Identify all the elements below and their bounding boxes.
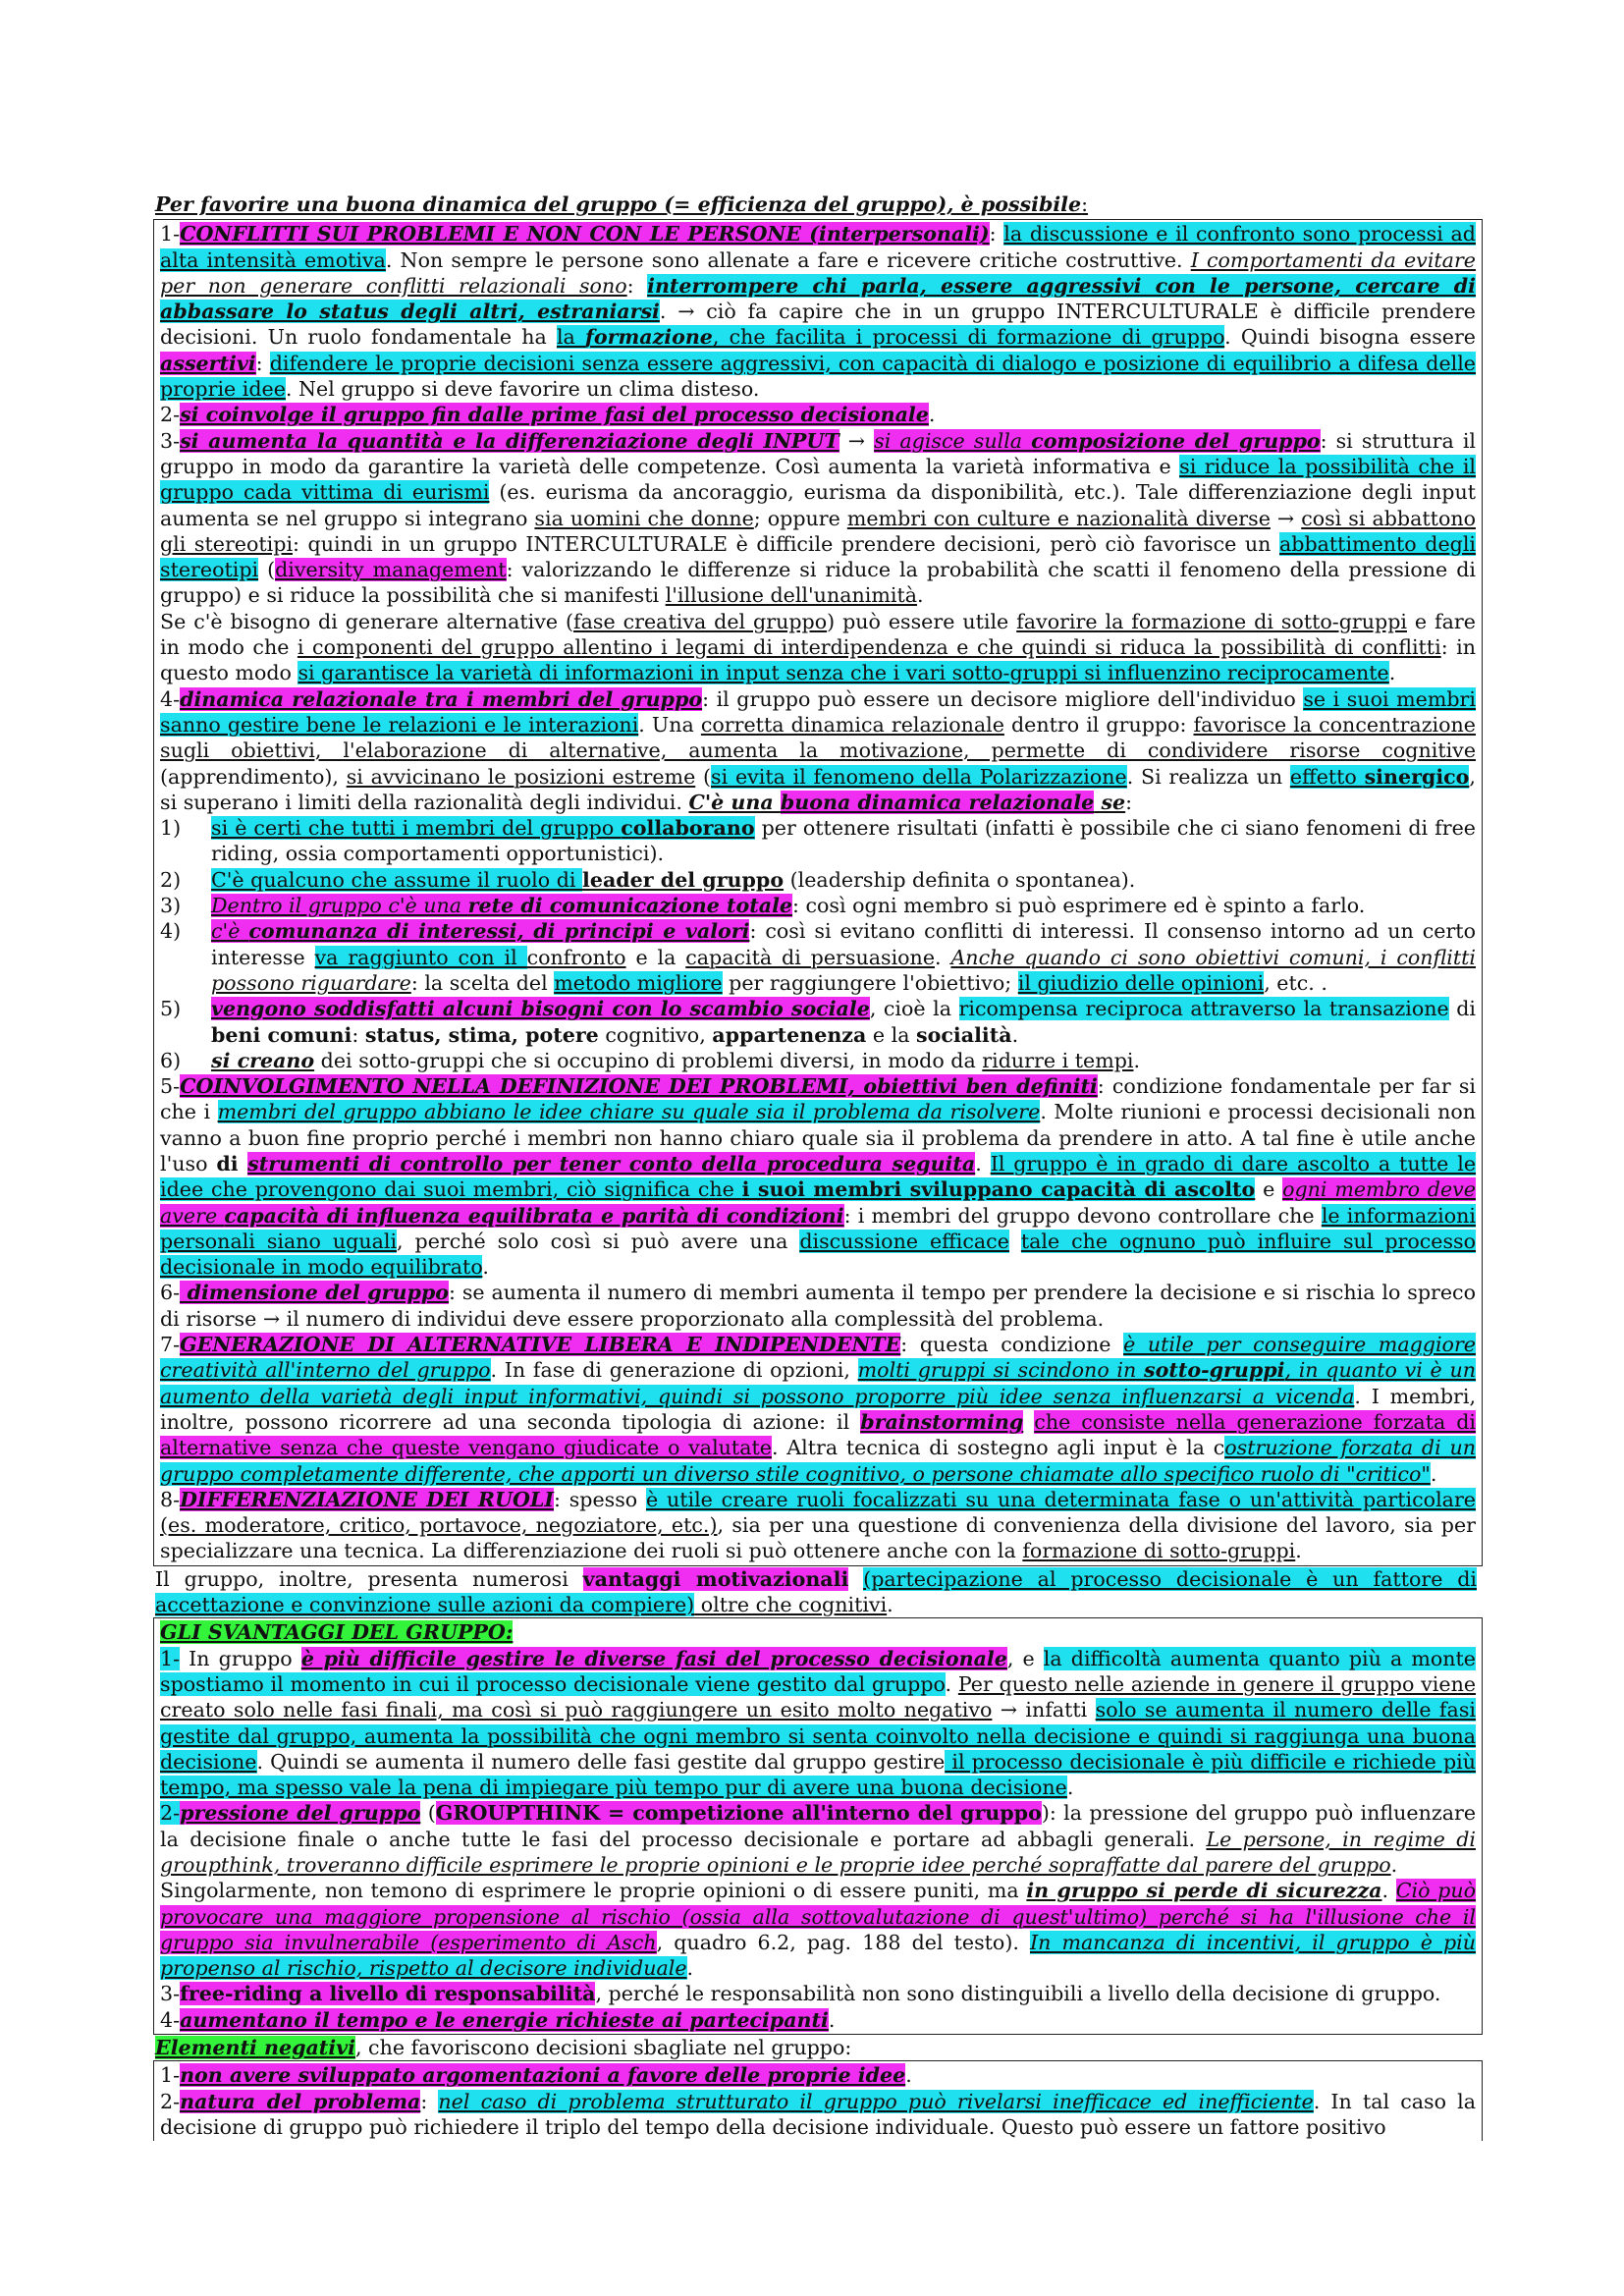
list-item: 3) Dentro il gruppo c'è una rete di comunicazione totale: così ogni membro si può esprimere ed è spinto a farlo. [160, 894, 1366, 918]
disadvantage-2-continued: Singolarmente, non temono di esprimere le proprie opinioni o di essere puniti, ma in gruppo si perde di sicurezza. Ciò può provocare una maggiore propensione al rischio (ossia alla sottovalutazione di quest'ultimo) perché si ha l'illusione che il gruppo sia invulnerabile (esperimento di Asch, quadro 6.2, pag. 188 del testo). In mancanza di incentivi, il gruppo è più propenso al rischio, rispetto al decisore individuale. [160, 1879, 1477, 1981]
condition-3: 3-si aumenta la quantità e la differenziazione degli INPUT → si agisce sulla composizione del gruppo: si struttura il gruppo in modo da garantire la varietà delle competenze. Così aumenta la varietà informativa e si riduce la possibilità che il gruppo cada vittima di eurismi (es. eurisma da ancoraggio, eurisma da disponibilità, etc.). Tale differenziazione degli input aumenta se nel gruppo si integrano sia uomini che donne; oppure membri con culture e nazionalità diverse → così si abbattono gli stereotipi: quindi in un gruppo INTERCULTURALE è difficile prendere decisioni, però ciò favorisce un abbattimento degli stereotipi (diversity management: valorizzando le differenze si riduce la probabilità che scatti il fenomeno della pressione di gruppo) e si riduce la possibilità che si manifesti l'illusione dell'unanimità. [160, 428, 1477, 608]
list-item: 2) C'è qualcuno che assume il ruolo di leader del gruppo (leadership definita o spontanea). [160, 867, 1136, 892]
negative-element-2: 2-natura del problema: nel caso di problema strutturato il gruppo può rivelarsi inefficace ed inefficiente. In tal caso la decisione di gruppo può richiedere il triplo del tempo della decisione individuale. Questo può essere un fattore positivo [160, 2089, 1476, 2139]
disadvantages-box [153, 1617, 1483, 2035]
document-page [153, 191, 1483, 2141]
negative-elements-heading: Elementi negativi, che favoriscono decisioni sbagliate nel gruppo: [155, 2036, 852, 2060]
condition-3-continued: Se c'è bisogno di generare alternative (fase creativa del gruppo) può essere utile favorire la formazione di sotto-gruppi e fare in modo che i componenti del gruppo allentino i legami di interdipendenza e che quindi si riduca la possibilità di conflitti: in questo modo si garantisce la varietà di informazioni in input senza che i vari sotto-gruppi si influenzino reciprocamente. [160, 609, 1477, 685]
negative-elements-box [153, 2060, 1483, 2141]
list-item: 1) si è certi che tutti i membri del gruppo collaborano per ottenere risultati (infatti è possibile che ci siano fenomeni di free riding, ossia comportamenti opportunistici). [160, 816, 1476, 866]
condition-5: 5-COINVOLGIMENTO NELLA DEFINIZIONE DEI PROBLEMI, obiettivi ben definiti: condizione fondamentale per far si che i membri del gruppo abbiano le idee chiare su quale sia il problema da risolvere. Molte riunioni e processi decisionali non vanno a buon fine proprio perché i membri non hanno chiaro quale sia il problema da prendere in atto. A tal fine è utile anche l'uso di strumenti di controllo per tener conto della procedura seguita. Il gruppo è in grado di dare ascolto a tutte le idee che provengono dai suoi membri, ciò significa che i suoi membri sviluppano capacità di ascolto e ogni membro deve avere capacità di influenza equilibrata e parità di condizioni: i membri del gruppo devono controllare che le informazioni personali siano uguali, perché solo così si può avere una discussione efficace tale che ognuno può influire sul processo decisionale in modo equilibrato. [160, 1074, 1477, 1280]
disadvantage-1: 1- In gruppo è più difficile gestire le diverse fasi del processo decisionale, e la difficoltà aumenta quanto più a monte spostiamo il momento in cui il processo decisionale viene gestito dal gruppo. Per questo nelle aziende in genere il gruppo viene creato solo nelle fasi finali, ma così si può raggiungere un esito molto negativo → infatti solo se aumenta il numero delle fasi gestite dal gruppo, aumenta la possibilità che ogni membro si senta coinvolto nella decisione e quindi si raggiunga una buona decisione. Quindi se aumenta il numero delle fasi gestite dal gruppo gestire il processo decisionale è più difficile e richiede più tempo, ma spesso vale la pena di impiegare più tempo pur di avere una buona decisione. [160, 1646, 1477, 1800]
condition-1: 1-CONFLITTI SUI PROBLEMI E NON CON LE PERSONE (interpersonali): la discussione e il confronto sono processi ad alta intensità emotiva. Non sempre le persone sono allenate a fare e ricevere critiche costruttive. I comportamenti da evitare per non generare conflitti relazionali sono: interrompere chi parla, essere aggressivi con le persone, cercare di abbassare lo status degli altri, estraniarsi. → ciò fa capire che in un gruppo INTERCULTURALE è difficile prendere decisioni. Un ruolo fondamentale ha la formazione, che facilita i processi di formazione di gruppo. Quindi bisogna essere assertivi: difendere le proprie decisioni senza essere aggressivi, con capacità di dialogo e posizione di equilibrio a difesa delle proprie idee. Nel gruppo si deve favorire un clima disteso. [160, 222, 1476, 402]
condition-8: 8-DIFFERENZIAZIONE DEI RUOLI: spesso è utile creare ruoli focalizzati su una determinata fase o un'attività particolare (es. moderatore, critico, portavoce, negoziatore, etc.), sia per una questione di convenienza della divisione del lavoro, sia per specializzare una tecnica. La differenziazione dei ruoli si può ottenere anche con la formazione di sotto-gruppi. [160, 1487, 1476, 1563]
disadvantage-3: 3-free-riding a livello di responsabilità, perché le responsabilità non sono distinguibili a livello della decisione di gruppo. [160, 1982, 1441, 2006]
heading-text: Per favorire una buona dinamica del gruppo (= efficienza del gruppo), è possibile [155, 192, 1082, 216]
conditions-box [153, 219, 1483, 1565]
list-item: 6) si creano dei sotto-gruppi che si occupino di problemi diversi, in modo da ridurre i tempi. [160, 1048, 1141, 1072]
list-item: 4) c'è comunanza di interessi, di principi e valori: così si evitano conflitti di interessi. Il consenso intorno ad un certo interesse va raggiunto con il confronto e la capacità di persuasione. Anche quando ci sono obiettivi comuni, i conflitti possono riguardare: la scelta del metodo migliore per raggiungere l'obiettivo; il giudizio delle opinioni, etc. . [160, 919, 1477, 995]
list-item: 5) vengono soddisfatti alcuni bisogni con lo scambio sociale, cioè la ricompensa reciproca attraverso la transazione di beni comuni: status, stima, potere cognitivo, appartenenza e la socialità. [160, 997, 1476, 1047]
disadvantages-title: GLI SVANTAGGI DEL GRUPPO: [160, 1620, 514, 1645]
good-dynamics-list [160, 815, 1476, 1073]
disadvantage-2: 2-pressione del gruppo (GROUPTHINK = competizione all'interno del gruppo): la pressione del gruppo può influenzare la decisione finale o anche tutte le fasi del processo decisionale e portare ad abbagli generali. Le persone, in regime di groupthink, troveranno difficile esprimere le proprie opinioni e le proprie idee perché sopraffatte dal parere del gruppo. [160, 1801, 1477, 1877]
condition-7: 7-GENERAZIONE DI ALTERNATIVE LIBERA E INDIPENDENTE: questa condizione è utile per conseguire maggiore creatività all'interno del gruppo. In fase di generazione di opzioni, molti gruppi si scindono in sotto-gruppi, in quanto vi è un aumento della varietà degli input informativi, quindi si possono proporre più idee senza influenzarsi a vicenda. I membri, inoltre, possono ricorrere ad una seconda tipologia di azione: il brainstorming che consiste nella generazione forzata di alternative senza che queste vengano giudicate o valutate. Altra tecnica di sostegno agli input è la costruzione forzata di un gruppo completamente differente, che apporti un diverso stile cognitivo, o persone chiamate allo specifico ruolo di "critico". [160, 1333, 1477, 1486]
condition-2: 2-si coinvolge il gruppo fin dalle prime fasi del processo decisionale. [160, 403, 936, 427]
section-heading: Per favorire una buona dinamica del gruppo (= efficienza del gruppo), è possibile: [155, 192, 1089, 216]
condition-6: 6- dimensione del gruppo: se aumenta il numero di membri aumenta il tempo per prendere la decisione e si rischia lo spreco di risorse → il numero di individui deve essere proporzionato alla complessità del problema. [160, 1281, 1476, 1331]
disadvantage-4: 4-aumentano il tempo e le energie richieste ai partecipanti. [160, 2007, 836, 2032]
motivational-advantages: Il gruppo, inoltre, presenta numerosi vantaggi motivazionali (partecipazione al processo decisionale è un fattore di accettazione e convinzione sulle azioni da compiere) oltre che cognitivi. [155, 1566, 1478, 1617]
condition-4: 4-dinamica relazionale tra i membri del gruppo: il gruppo può essere un decisore migliore dell'individuo se i suoi membri sanno gestire bene le relazioni e le interazioni. Una corretta dinamica relazionale dentro il gruppo: favorisce la concentrazione sugli obiettivi, l'elaborazione di alternative, aumenta la motivazione, permette di condividere risorse cognitive (apprendimento), si avvicinano le posizioni estreme (si evita il fenomeno della Polarizzazione. Si realizza un effetto sinergico, si superano i limiti della razionalità degli individui. C'è una buona dinamica relazionale se: [160, 686, 1476, 814]
negative-element-1: 1-non avere sviluppato argomentazioni a favore delle proprie idee. [160, 2063, 912, 2088]
